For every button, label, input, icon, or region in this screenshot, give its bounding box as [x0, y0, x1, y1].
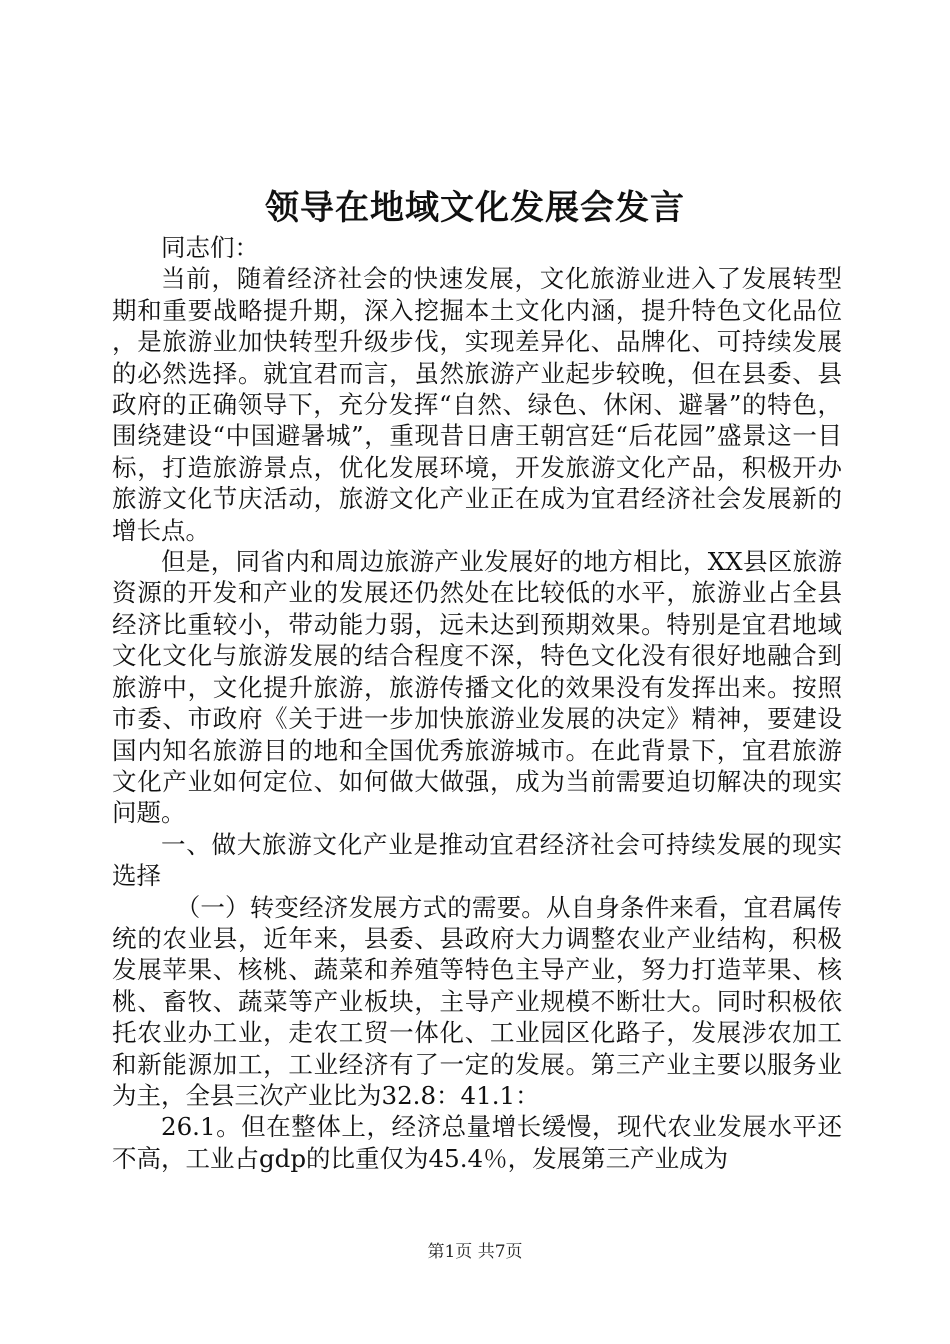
body-paragraph: 26.1。但在整体上，经济总量增长缓慢，现代农业发展水平还不高，工业占gdp的比重仅为45.4％，发展第三产业成为 — [112, 1112, 842, 1173]
section-heading: 一、做大旅游文化产业是推动宜君经济社会可持续发展的现实选择 — [112, 829, 842, 891]
subsection-paragraph: （一）转变经济发展方式的需要。从自身条件来看，宜君属传统的农业县，近年来，县委、县政府大力调整农业产业结构，积极发展苹果、核桃、蔬菜和养殖等特色主导产业，努力打造苹果、核桃、畜牧、蔬菜等产业板块，主导产业规模不断壮大。同时积极依托农业办工业，走农工贸一体化、工业园区化路子，发展涉农加工和新能源加工，工业经济有了一定的发展。第三产业主要以服务业为主，全县三次产业比为32.8：41.1： — [112, 892, 842, 1110]
page-footer: 第1页 共7页 — [427, 1242, 523, 1262]
document-title: 领导在地域文化发展会发言 — [265, 188, 685, 228]
body-paragraph: 但是，同省内和周边旅游产业发展好的地方相比，XX县区旅游资源的开发和产业的发展还仍然处在比较低的水平，旅游业占全县经济比重较小，带动能力弱，远未达到预期效果。特别是宜君地域文化文化与旅游发展的结合程度不深，特色文化没有很好地融合到旅游中，文化提升旅游，旅游传播文化的效果没有发挥出来。按照市委、市政府《关于进一步加快旅游业发展的决定》精神，要建设国内知名旅游目的地和全国优秀旅游城市。在此背景下，宜君旅游文化产业如何定位、如何做大做强，成为当前需要迫切解决的现实问题。 — [112, 547, 842, 828]
salutation-paragraph: 同志们： — [161, 233, 259, 262]
document-body — [112, 232, 842, 1174]
body-paragraph: 当前，随着经济社会的快速发展，文化旅游业进入了发展转型期和重要战略提升期，深入挖掘本土文化内涵，提升特色文化品位，是旅游业加快转型升级步伐，实现差异化、品牌化、可持续发展的必然选择。就宜君而言，虽然旅游产业起步较晚，但在县委、县政府的正确领导下，充分发挥“自然、绿色、休闲、避暑”的特色，围绕建设“中国避暑城”，重现昔日唐王朝宫廷“后花园”盛景这一目标，打造旅游景点，优化发展环境，开发旅游文化产品，积极开办旅游文化节庆活动，旅游文化产业正在成为宜君经济社会发展新的增长点。 — [112, 264, 842, 545]
